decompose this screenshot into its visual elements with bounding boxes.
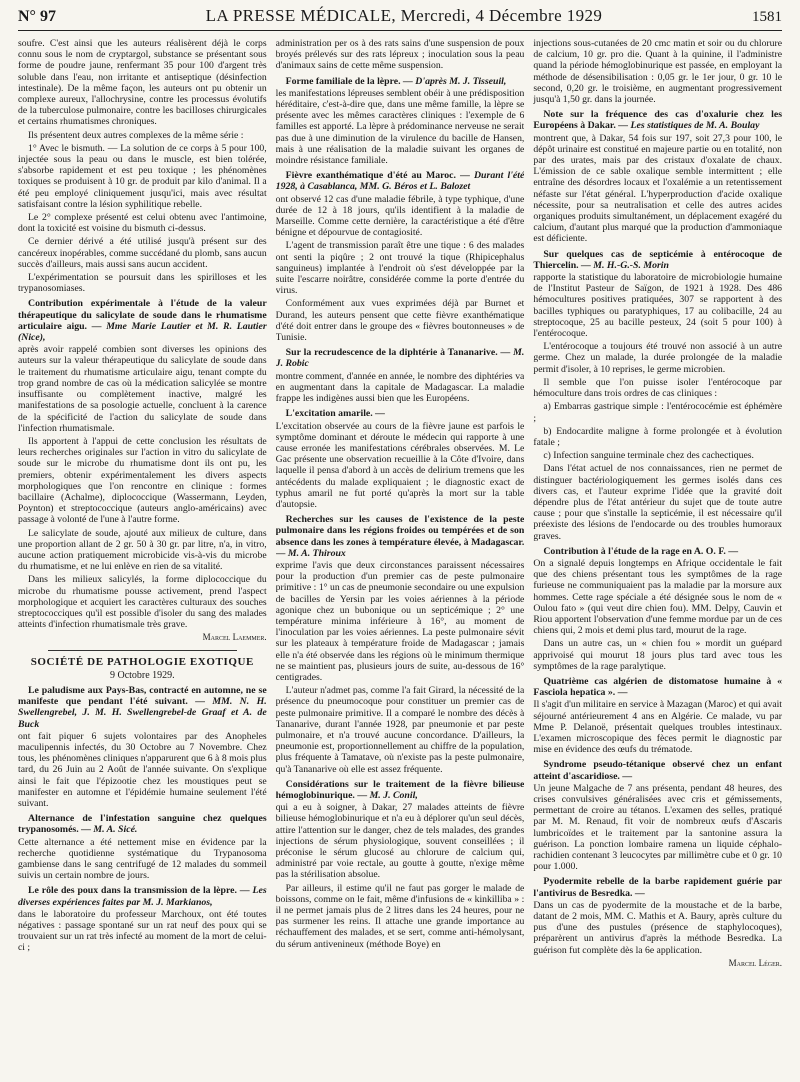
paragraph: L'expérimentation se poursuit dans les spirilloses et les trypanosomiases. (18, 272, 267, 295)
article-columns (18, 38, 782, 1076)
heading-text: Le rôle des poux dans la transmission de la lèpre. (28, 885, 237, 897)
paragraph: On a signalé depuis longtemps en Afrique occidentale le fait que des chiens présentant tous les symptômes de la rage furieuse ne communiquaient pas la maladie par la morsure aux hommes. Cette rage spéciale a été désignée sous le nom de « Oulou fato » (qui veut dire chien fou). MM. Delpy, Cauvin et Riou apportent l'observation d'une femme mordue par un de ces chiens qui, 2 mois et demi plus tard, mourut de la rage. (533, 557, 783, 637)
section-heading (18, 298, 267, 343)
section-heading (533, 249, 782, 271)
paragraph: L'excitation observée au cours de la fièvre jaune est parfois le symptôme dominant et déroute le médecin qui rapporte à une cause erronée les manifestations cérébrales observées. M. Le Gac présente une observation recueillie à la Côte d'Ivoire, dans laquelle il pensa d'abord à un accès de delirium tremens que les antécédents du malade expliquaient ; le diagnostic exact de typhus amaril ne fut porté qu'après la mort sur la table d'autopsie. (275, 420, 525, 510)
heading-text: Contribution à l'étude de la rage en A. O. F. (543, 545, 726, 557)
heading-text: Le paludisme aux Pays-Bas, contracté en automne, ne se manifeste que pendant l'été suivant. (18, 684, 267, 708)
paragraph: rapporte la statistique du laboratoire de microbiologie humaine de l'Institut Pasteur de Saïgon, de 1921 à 1928. Des 486 hémocultures positives pratiquées, 307 se rapportent à des bacilles typhiques ou paratyphiques, 17 au colibacille, 24 au streptocoque, 25 au bacille pesteux, 24 (soit 5 pour 100) à l'entérocoque. (533, 272, 783, 340)
paragraph: Le 2° complexe présenté est celui obtenu avec l'antimoine, dont la toxicité est voisine du bismuth ci-dessus. (18, 212, 267, 235)
heading-authors: — M. A. Thiroux (275, 547, 346, 559)
heading-text: Sur quelques cas de septicémie à entérocoque de Thiercelin. (533, 248, 783, 271)
paragraph: Dans l'état actuel de nos connaissances, rien ne permet de distinguer bactériologiquement les germes isolés dans ces divers cas, et l'auteur exprime l'idée que la gravité doit dépendre plus de l'état antérieur du sujet que de toute autre cause ; pour que s'installe la septicémie, il est nécessaire qu'il préexiste des lésions de l'endocarde ou des troubles humoraux graves. (533, 463, 783, 542)
heading-text: Syndrome pseudo-tétanique observé chez un enfant atteint d'ascaridiose. (533, 759, 783, 782)
heading-authors: — D'après M. J. Tisseuil, (400, 75, 507, 87)
paragraph: ont observé 12 cas d'une maladie fébrile, à type typhique, d'une durée de 12 à 18 jours, qu'ils identifient à la maladie de Marseille. Comme cette dernière, la caractéristique a été d'être bénigne et dépourvue de contagiosité. (275, 193, 525, 239)
paragraph: ont fait piquer 6 sujets volontaires par des Anopheles maculipennis infectés, du 30 Octobre au 7 Novembre. Chez tous, les phénomènes cliniques n'apparurent que 6 à 8 mois plus tard, du 26 Juin au 2 Août de l'année suivante. On s'explique ainsi le fait que l'épizootie chez les moustiques peut se manifester en automne et l'épidémie humaine seulement l'été suivant. (18, 730, 267, 809)
paragraph: L'auteur n'admet pas, comme l'a fait Girard, la nécessité de la présence du pneumocoque pour constituer un premier cas de peste pulmonaire primitive. Il a comparé le nombre des décès à Tananarive, durant l'année 1928, par pneumonie et par peste pulmonaire, et n'a trouvé aucune concordance. D'ailleurs, la pneumonie est, proportionnellement au chiffre de la population, plus fréquente à Tamatave, où n'existe pas la peste pulmonaire, qu'à Tananarive où elle est assez fréquente. (275, 685, 525, 775)
heading-authors: — M. A. Sicé. (78, 824, 138, 836)
paragraph: Un jeune Malgache de 7 ans présenta, pendant 48 heures, des crises convulsives généralisées avec cris et gémissements, permettant de croire au tétanos. L'examen des selles, pratiqué par M. M. Renaud, fit voir de nombreux œufs d'Ascaris lumbricoïdes et le traitement par la santonine assura la guérison. La ponction lombaire ramena un liquide céphalo-rachidien contenant 3 leucocytes par millimètre cube et 0 gr. 10 pour 1.000. (533, 782, 783, 873)
heading-authors: — (632, 887, 645, 899)
section-heading (533, 546, 782, 557)
heading-authors: — Mme Marie Lautier et M. R. Lautier (Nice), (18, 320, 267, 344)
list-item: a) Embarras gastrique simple : l'entérococémie est éphémère ; (533, 401, 783, 424)
section-heading (276, 514, 525, 559)
heading-text: Alternance de l'infestation sanguine chez quelques trypanosomés. (18, 813, 267, 836)
paragraph: Dans un cas de pyodermite de la moustache et de la barbe, datant de 2 mois, MM. C. Mathis et A. Baury, après culture du pus d'une des pustules (présence de staphylocoques), préparèrent un antivirus d'après la méthode Besredka. La guérison fut complète dès la 6e application. (533, 899, 783, 956)
paragraph: montre comment, d'année en année, le nombre des diphtéries va en augmentant dans la capitale de Madagascar. La maladie frappe les indigènes aussi bien que les Européens. (275, 370, 525, 405)
case-list (533, 401, 782, 461)
heading-text: Note sur la fréquence des cas d'oxalurie chez les Européens à Dakar. (533, 109, 783, 132)
heading-authors: — (615, 687, 628, 699)
paragraph: Il s'agit d'un militaire en service à Mazagan (Maroc) et qui avait séjourné antérieurement 4 ans en Algérie. Ce malade, vu par Mme P. Delanoë, présentait quelques troubles intestinaux. L'examen microscopique des fèces permit le diagnostic par mise en évidence des œufs du trématode. (533, 699, 783, 756)
paragraph: Cette alternance a été nettement mise en évidence par la recherche quotidienne systématique du Trypanosoma gambiense dans le sang centrifugé de 12 malades du sommeil suivis un certain nombre de jours. (18, 836, 267, 882)
heading-authors: — Durant l'été 1928, à Casablanca, MM. G. Béros et L. Balozet (275, 170, 525, 193)
heading-text: Recherches sur les causes de l'existence de la peste pulmonaire dans les régions froides ou tempérées et de son absence dans les zones à température élevée, à Madagascar. (275, 514, 525, 548)
section-heading (276, 347, 525, 369)
column-3 (533, 38, 782, 1076)
session-date: 9 Octobre 1929. (109, 669, 175, 681)
paragraph: Dans les milieux salicylés, la forme diplococcique du microbe du rhumatisme pousse activement, prend l'aspect morphologique et acquiert les caractères culturaux des souches streptococciques qu'il est possible d'isoler du sang des malades atteints d'infection rhumatismale très grave. (18, 574, 267, 631)
section-heading (276, 76, 525, 87)
section-heading (533, 876, 782, 898)
heading-text: Fièvre exanthématique d'été au Maroc. (285, 170, 456, 182)
section-heading (533, 676, 782, 698)
signature: Marcel Léger. (728, 957, 783, 968)
heading-authors: — Les diverses expériences faites par M. J. Markianos, (18, 885, 267, 908)
heading-authors: — (725, 545, 739, 557)
page-header (18, 6, 782, 31)
heading-authors: — (372, 408, 385, 420)
heading-text: Sur la recrudescence de la diphtérie à Tananarive. (285, 347, 498, 359)
paragraph: Dans un autre cas, un « chien fou » mordit un guépard apprivoisé qui mourut 18 jours plus tard avec tous les symptômes de la rage paralytique. (533, 638, 783, 672)
paragraph: Ils présentent deux autres complexes de la même série : (28, 129, 244, 141)
issue-number: N° 97 (18, 8, 56, 25)
paragraph: dans le laboratoire du professeur Marchoux, ont été toutes négatives : passage spontané sur un rat neuf des poux qui se trouvaient sur un rat très infecté au moment de la mort de celui-ci ; (18, 908, 267, 954)
paragraph: après avoir rappelé combien sont diverses les opinions des auteurs sur la valeur thérapeutique du salicylate de soude dans le traitement du rhumatisme articulaire aigu, tenant compte du trop grand nombre de cas où la médication salicylée se montre insuffisante ou complètement inactive, malgré les manifestations de sa posologie actuelle, concluent à la carence de la spécificité de l'action du salicylate de soude dans l'infection rhumatismale. (18, 344, 267, 434)
section-heading (18, 813, 267, 835)
paragraph: 1° Avec le bismuth. — La solution de ce corps à 5 pour 100, injectée sous la peau ou dans le muscle, est bien tolérée, s'absorbe rapidement et est peu toxique ; les phénomènes toxiques se produisent à 10 gr. de produit par kilo d'animal. Il a été peu employé cliniquement jusqu'ici, mais avec résultat satisfaisant contre la lésion syphilitique rebelle. (18, 142, 267, 210)
section-heading (276, 779, 525, 801)
paragraph: soufre. C'est ainsi que les auteurs réalisèrent déjà le corps connu sous le nom de cryptargol, substance se présentant sous forme de poudre jaune, renfermant 35 pour 100 d'argent très soluble dans l'eau, non irritante et antiseptique (désinfection intestinale). De la même façon, les auteurs ont pu obtenir un complexe aureux, l'allochrysine, contre les processus évolutifs de la tuberculose pulmonaire, contre les bacilloses chirurgicales et certains rhumatismes chroniques. (18, 38, 267, 128)
signature: Marcel Laemmer. (202, 632, 267, 643)
section-heading (533, 759, 782, 781)
section-heading (533, 109, 782, 131)
divider (48, 650, 237, 651)
heading-text: Forme familiale de la lèpre. (285, 75, 401, 87)
section-heading (276, 170, 525, 192)
section-heading (276, 408, 525, 419)
column-2 (276, 38, 525, 1076)
journal-title: LA PRESSE MÉDICALE, Mercredi, 4 Décembre 1929 (205, 6, 603, 25)
paragraph: qui a eu à soigner, à Dakar, 27 malades atteints de fièvre bilieuse hémoglobinurique et n'a eu à déplorer qu'un seul décès, attire l'attention sur le danger, chez de tels malades, des grandes injections de sérum physiologique, souvent conseillées ; il préconise le sérum glucosé au chlorure de calcium qui, administré par voie rectale, au goutte à goutte, n'exige même pas la stérilisation absolue. (275, 802, 525, 881)
heading-authors: — M. J. Robic (275, 347, 525, 370)
paragraph: Ce dernier dérivé a été utilisé jusqu'à présent sur des cancéreux inopérables, comme succédané du plomb, sans aucun succès d'ailleurs, mais aussi sans aucun accident. (18, 236, 267, 270)
paragraph: L'agent de transmission paraît être une tique : 6 des malades ont senti la piqûre ; 2 ont trouvé la tique (Rhipicephalus sanguineus) implantée à l'endroit où s'est développée par la suite l'escarre noirâtre, considérée comme la porte d'entrée du virus. (275, 240, 525, 297)
society-title: SOCIÉTÉ DE PATHOLOGIE EXOTIQUE (30, 655, 254, 668)
paragraph: Ils apportent à l'appui de cette conclusion les résultats de leurs recherches originales sur l'action in vitro du salicylate de soude sur le microbe du rhumatisme dont ils ont pu, les premiers, obtenir expérimentalement les divers aspects morphologiques que l'on rencontre en clinique : formes bacillaire (Achalme), diplococcique (Wassermann, Leyden, Poynton) et streptococcique (auteurs anglo-américains) avec passage à volonté de l'une à l'autre forme. (18, 435, 267, 526)
heading-text: Quatrième cas algérien de distomatose humaine à « Fasciola hepatica ». (533, 675, 783, 699)
section-heading (18, 685, 267, 730)
heading-text: L'excitation amarile. (285, 408, 373, 420)
paragraph: montrent que, à Dakar, 54 fois sur 197, soit 27,3 pour 100, le dépôt urinaire est constitué en majeure partie ou en totalité, non par des urates, mais par des cristaux d'oxalate de chaux. L'émission de ce sable oxalique semble intermittent ; elle entraîne des désordres locaux et l'oxalémie a un retentissement néfaste sur l'état général. L'hyperproduction d'acide oxalique nécessite, pour sa neutralisation et celle des autres acides organiques produits simultanément, un déplacement exagéré du calcium, d'autant plus marqué que la production d'ammoniaque est déficiente. (533, 132, 783, 245)
paragraph: Il semble que l'on puisse isoler l'entérocoque par hémoculture dans trois ordres de cas cliniques : (533, 376, 783, 400)
page-number: 1581 (752, 9, 782, 25)
paragraph: les manifestations lépreuses semblent obéir à une prédisposition héréditaire, c'est-à-dire que, dans une même famille, la lèpre se présente avec les mêmes caractères cliniques : l'exemple de 6 familles est apporté. La lèpre à prédominance nerveuse ne serait pas due à une diminution de la virulence du bacille de Hansen, mais à une réalisation de la maladie suivant les organes de moindre résistance familiale. (275, 87, 525, 167)
paragraph: Le salicylate de soude, ajouté aux milieux de culture, dans une proportion allant de 2 gr. 50 à 30 gr. par litre, n'a, in vitro, aucune action pratiquement microbicide vis-à-vis du microbe du rhumatisme, et ne lui enlève en rien de sa vitalité. (18, 527, 267, 573)
column-1 (18, 38, 267, 1076)
heading-text: Pyodermite rebelle de la barbe rapidement guérie par l'antivirus de Besredka. (533, 876, 783, 899)
heading-authors: — M. H.-G.-S. Morin (578, 259, 669, 271)
paragraph: Conformément aux vues exprimées déjà par Burnet et Durand, les auteurs pensent que cette fièvre exanthématique d'été doit entrer dans le groupe des « fièvres boutonneuses » de Tunisie. (275, 298, 525, 344)
paragraph: Par ailleurs, il estime qu'il ne faut pas gorger le malade de boissons, comme on le fait, même d'infusions de « kinkilliba » : il ne permet jamais plus de 2 litres dans les 24 heures, pour ne pas surmener les reins. Il attache une grande importance au réchauffement des malades, et se sert, comme anti-hémolysant, du sérum antivenineux (méthode Boye) en (275, 882, 525, 950)
paragraph: administration per os à des rats sains d'une suspension de poux broyés prélevés sur des rats lépreux ; inoculation sous la peau d'animaux sains de cette même suspension. (275, 38, 525, 72)
list-item: b) Endocardite maligne à forme prolongée et à évolution fatale ; (533, 425, 783, 448)
section-heading (18, 885, 267, 907)
heading-authors: — (619, 770, 633, 782)
heading-text: Considérations sur le traitement de la fièvre bilieuse hémoglobinurique. (275, 778, 525, 801)
heading-authors: — M. J. Conil, (354, 790, 418, 801)
heading-authors: — Les statistiques de M. A. Boulay (615, 120, 760, 132)
heading-authors: — MM. N. H. Swellengrebel, J. M. H. Swellengrebel-de Graaf et A. de Buck (18, 696, 267, 730)
heading-text: Contribution expérimentale à l'étude de la valeur thérapeutique du salicylate de soude dans le rhumatisme articulaire aigu. (18, 298, 267, 332)
paragraph: exprime l'avis que deux circonstances paraissent nécessaires pour la production d'un premier cas de peste pulmonaire primitive : 1° un cas de pneumonie secondaire ou une expulsion de bacilles de Yersin par les voies aériennes à la période agonique chez un bubonique ou un septicémique ; 2° une température minima inférieure à 16°, au moment de l'inoculation par les voies aériennes. La peste pulmonaire sévit sur les plateaux à température froide de Madagascar ; jamais elle n'a été observée dans les régions où le minimum thermique ne se maintient pas, plusieurs jours de suite, au-dessous de 16° centigrades. (275, 559, 525, 683)
list-item: c) Infection sanguine terminale chez des cachectiques. (543, 450, 754, 462)
paragraph: L'entérocoque a toujours été trouvé non associé à un autre germe. Chez un malade, la durée prolongée de la maladie permit d'isoler, à 10 reprises, le germe microbien. (533, 341, 783, 375)
paragraph: injections sous-cutanées de 20 cmc matin et soir ou du chlorure de calcium, 10 gr. pro die. Quant à la quinine, il l'administre quand la période hémoglobinurique est passée, en employant la méthode de désensibilisation : 0,05 gr. le 1er jour, 0 gr. 10 le second, 0,20 gr. le troisième, en augmentant progressivement jusqu'à 1,50 gr. dans la journée. (533, 38, 783, 106)
